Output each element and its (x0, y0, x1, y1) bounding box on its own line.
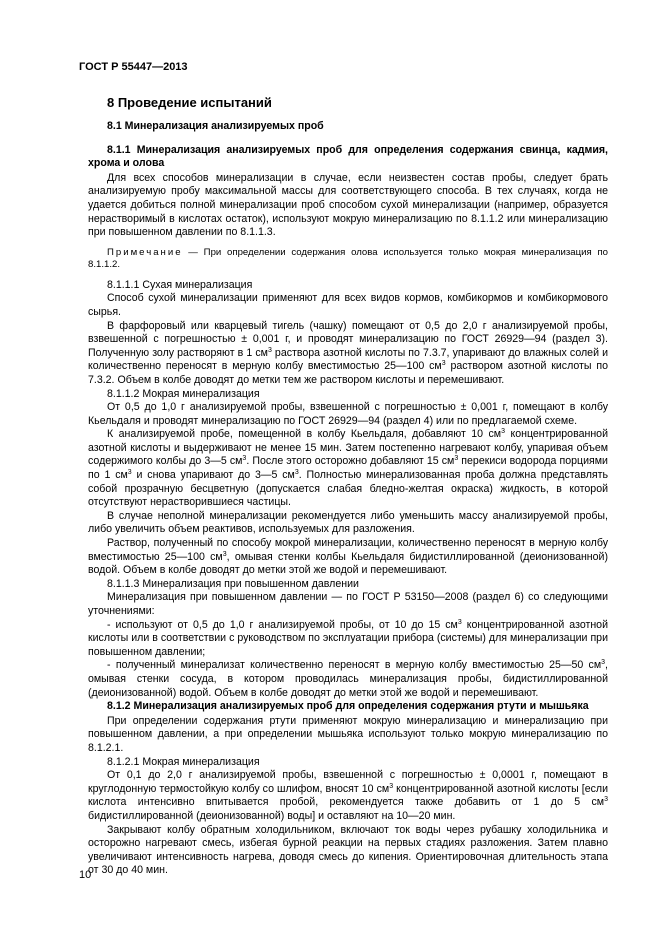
subsection-title-8-1-2: 8.1.2 Минерализация анализируемых проб для определения содержания ртути и мышьяка (107, 700, 589, 713)
heading-pressure-mineralization: 8.1.1.3 Минерализация при повышенном давлении (107, 577, 359, 590)
paragraph-812-3: Закрывают колбу обратным холодильником, включают ток воды через рубашку холодильника и осторожно нагревают смесь, избегая бурной реакции на первых стадиях разложения. Затем плавно увеличивают интенсивность нагрева, доводя смесь до кипения. Ориентировочная длительность этапа от 30 до 40 мин. (88, 823, 608, 877)
note (88, 247, 608, 272)
document-body (88, 95, 608, 878)
paragraph-812-2: От 0,1 до 2,0 г анализируемой пробы, взвешенной с погрешностью ± 0,0001 г, помещают в круглодонную термостойкую колбу со шлифом, вносят 10 $см^3$ концентрированной азотной кислоты [если кислота интенсивно впитывается пробой, рекомендуется также добавить от 1 до 5 $см^3$ бидистиллированной (деионизованной) воды] и оставляют на 10—20 мин. (88, 769, 608, 822)
section-title: 8 Проведение испытаний (107, 95, 272, 110)
paragraph-wet-3: В случае неполной минерализации рекомендуется либо уменьшить массу анализируемой пробы, либо увеличить объем реактивов, используемых для разложения. (88, 509, 608, 536)
paragraph-intro: Для всех способов минерализации в случае, если неизвестен состав пробы, следует брать анализируемую пробу максимальной массы для соответствующего способа. В тех случаях, когда не удается добиться полной минерализации проб способом сухой минерализации (например, образуется нерастворимый в кислотах остаток), используют мокрую минерализацию по 8.1.1.2 или минерализацию при повышенном давлении по 8.1.1.3. (88, 171, 608, 239)
heading-dry-mineralization: 8.1.1.1 Сухая минерализация (107, 278, 253, 291)
paragraph-dry-1: Способ сухой минерализации применяют для всех видов кормов, комбикормов и комбикормового сырья. (88, 292, 608, 318)
paragraph-dry-2: В фарфоровый или кварцевый тигель (чашку) помещают от 0,5 до 2,0 г анализируемой пробы, взвешенной с погрешностью ± 0,001 г, и проводят минерализацию по ГОСТ 26929—94 (раздел 3). Полученную золу растворяют в 1 $см^3$ раствора азотной кислоты по 7.3.7, упаривают до влажных солей и количественно переносят в мерную колбу вместимостью 25—100 $см^3$ раствором азотной кислоты по 7.3.2. Объем в колбе доводят до метки тем же раствором кислоты и перемешивают. (88, 319, 608, 386)
subsection-title-8-1: 8.1 Минерализация анализируемых проб (107, 120, 324, 132)
note-text: — При определении содержания олова используется только мокрая минерализация по 8.1.1.2. (88, 246, 608, 271)
note-label: Примечание (107, 246, 183, 258)
document-header: ГОСТ Р 55447—2013 (79, 61, 188, 73)
heading-wet-mineralization: 8.1.1.2 Мокрая минерализация (107, 387, 260, 400)
paragraph-812-1: При определении содержания ртути применяют мокрую минерализацию и минерализацию при повышенном давлении, а при определении мышьяка используют только мокрую минерализацию по 8.1.2.1. (88, 714, 608, 754)
paragraph-pressure-1: Минерализация при повышенном давлении — по ГОСТ Р 53150—2008 (раздел 6) со следующими уточнениями: (88, 591, 608, 617)
page-number: 10 (79, 869, 92, 881)
list-item-pressure-2: - полученный минерализат количественно переносят в мерную колбу вместимостью 25—50 $см^3$, омывая стенки сосуда, в котором проводилась минерализация пробы, бидистиллированной (деионизованной) водой. Объем в колбе доводят до метки этой же водой и перемешивают. (88, 659, 608, 699)
paragraph-wet-1: От 0,5 до 1,0 г анализируемой пробы, взвешенной с погрешностью ± 0,001 г, помещают в колбу Кьельдаля и проводят минерализацию по ГОСТ 26929—94 (раздел 4) или по предлагаемой схеме. (88, 401, 608, 427)
subsection-title-8-1-1: 8.1.1 Минерализация анализируемых проб для определения содержания свинца, кадмия, хрома и олова (88, 143, 608, 170)
paragraph-wet-2: К анализируемой пробе, помещенной в колбу Кьельдаля, добавляют 10 $см^3$ концентрированной азотной кислоты и выдерживают не менее 15 мин. Затем постепенно нагревают колбу, упаривая объем содержимого колбы до 3—5 $см^3$. После этого осторожно добавляют 15 $см^3$ перекиси водорода порциями по 1 $см^3$ и снова упаривают до 3—5 $см^3$. Полностью минерализованная проба должна представлять собой прозрачную бесцветную (допускается слабая бледно-желтая окраска) жидкость, в которой отсутствуют нерастворившиеся частицы. (88, 428, 608, 509)
paragraph-wet-4: Раствор, полученный по способу мокрой минерализации, количественно переносят в мерную колбу вместимостью 25—100 $см^3$, омывая стенки колбы Кьельдаля бидистиллированной (деионизованной) водой. Объем в колбе доводят до метки этой же водой и перемешивают. (88, 537, 608, 577)
list-item-pressure-1: - используют от 0,5 до 1,0 г анализируемой пробы, от 10 до 15 $см^3$ концентрированной азотной кислоты или в соответствии с руководством по эксплуатации прибора (системы) для минерализации при повышенном давлении; (88, 618, 608, 658)
heading-812-wet: 8.1.2.1 Мокрая минерализация (107, 755, 260, 768)
